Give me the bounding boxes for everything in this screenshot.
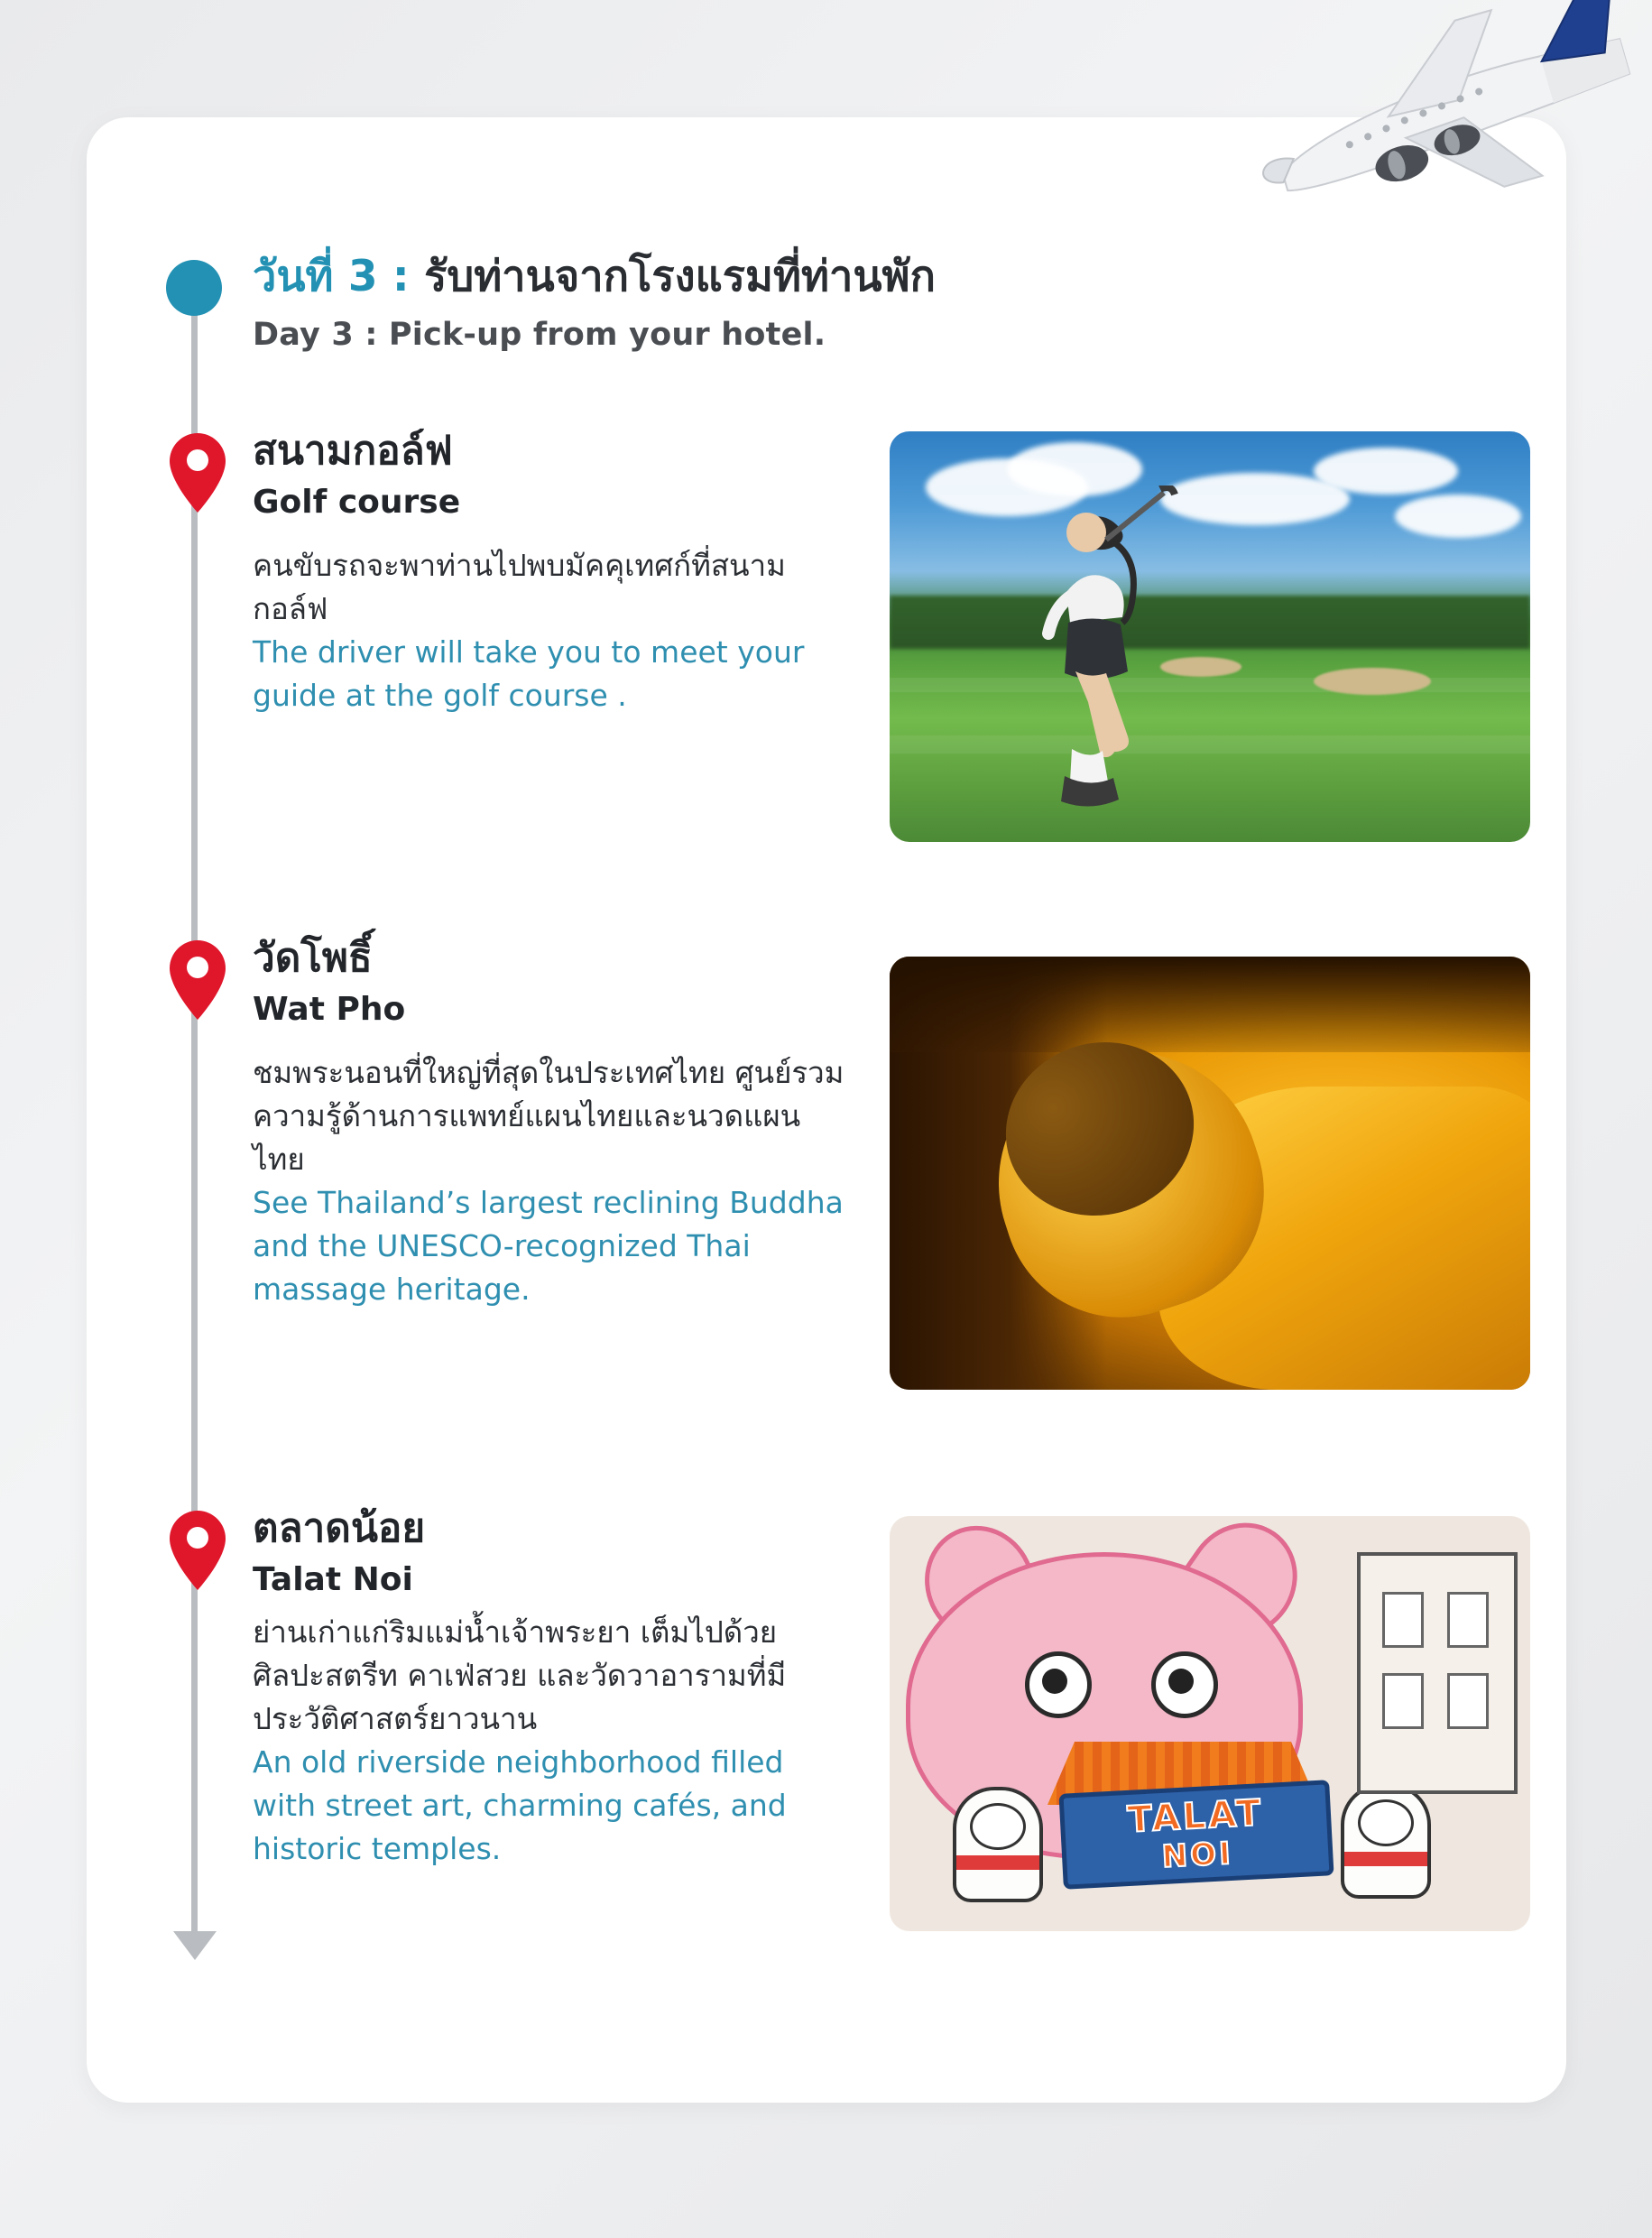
stop-title-en: Wat Pho — [253, 990, 406, 1028]
stop-title-en: Golf course — [253, 483, 461, 521]
stop-desc-th: ย่านเก่าแก่ริมแม่น้ำเจ้าพระยา เต็มไปด้วยศิลปะสตรีท คาเฟ่สวย และวัดวาอารามที่มีประวัติศาสตร์ยาวนาน — [253, 1614, 787, 1737]
stop-desc-th: คนขับรถจะพาท่านไปพบมัคคุเทศก์ที่สนามกอล์ฟ — [253, 548, 786, 627]
stop-desc-en: An old riverside neighborhood filled with street art, charming cafés, and historic temples. — [253, 1743, 787, 1866]
day-title-th — [253, 251, 1335, 304]
wat-pho-photo — [890, 957, 1530, 1390]
stop-wat-pho — [168, 935, 1431, 1372]
talat-noi-sign — [1058, 1780, 1334, 1890]
sign-line-2: NOI — [1160, 1835, 1234, 1876]
map-pin-icon — [168, 431, 227, 514]
day-title-en: Day 3 : Pick-up from your hotel. — [253, 316, 826, 353]
stop-desc-th: ชมพระนอนที่ใหญ่ที่สุดในประเทศไทย ศูนย์รวมความรู้ด้านการแพทย์แผนไทยและนวดแผนไทย — [253, 1055, 844, 1178]
golfer-figure — [971, 486, 1178, 819]
stop-talat-noi — [168, 1505, 1431, 1924]
stop-title-th: ตลาดน้อย — [253, 1505, 426, 1551]
stop-text — [253, 935, 848, 1310]
circle-dot-icon — [166, 260, 222, 316]
talat-noi-photo — [890, 1516, 1530, 1931]
map-pin-icon — [168, 1509, 227, 1592]
stop-desc-en: See Thailand’s largest reclining Buddha and the UNESCO-recognized Thai massage heritage. — [253, 1184, 844, 1307]
house-illustration — [1357, 1552, 1518, 1794]
stop-text — [253, 1505, 848, 1870]
day-header — [253, 251, 1335, 353]
stop-golf-course — [168, 428, 1431, 842]
map-pin-icon — [168, 939, 227, 1022]
golf-course-photo — [890, 431, 1530, 842]
stop-desc-en: The driver will take you to meet your guide at the golf course . — [253, 634, 805, 713]
doll-figure-right — [1341, 1783, 1431, 1899]
doll-figure-left — [953, 1787, 1043, 1902]
sign-line-1: TALAT — [1126, 1792, 1265, 1841]
day-title-th-text: รับท่านจากโรงแรมที่ท่านพัก — [424, 252, 936, 301]
day-label-th: วันที่ 3 : — [253, 252, 410, 301]
stop-text — [253, 428, 848, 717]
stop-title-th: สนามกอล์ฟ — [253, 428, 453, 474]
stop-title-en: Talat Noi — [253, 1560, 413, 1598]
arrow-down-icon — [173, 1931, 217, 1960]
stop-title-th: วัดโพธิ์ — [253, 935, 373, 981]
